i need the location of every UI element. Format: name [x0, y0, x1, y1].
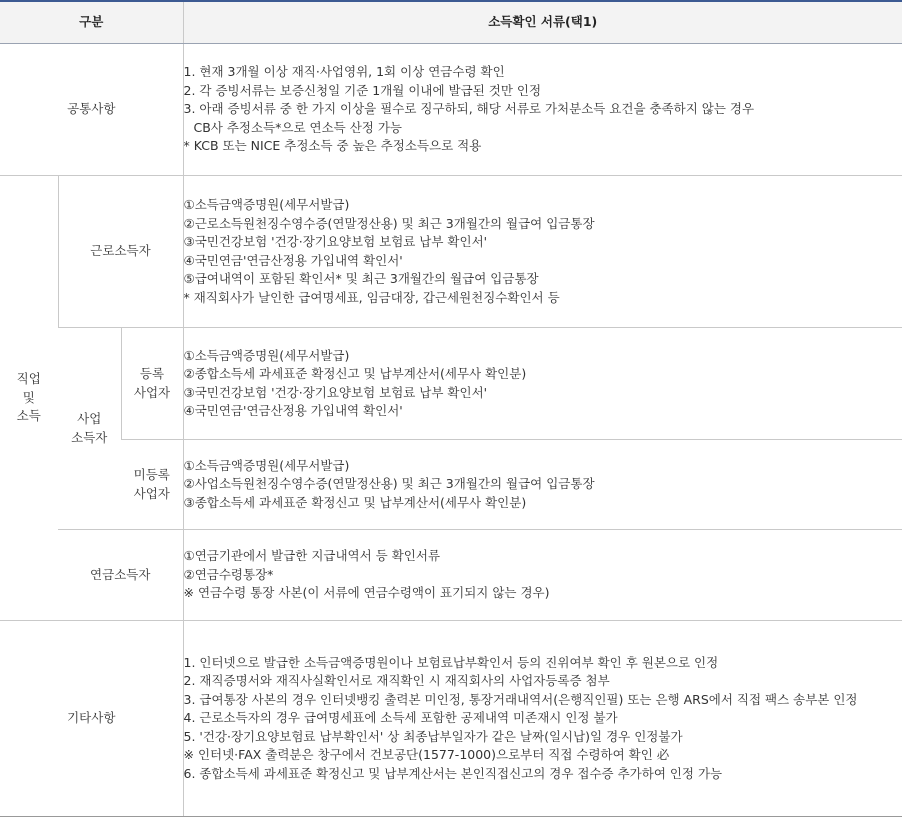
common-line: * KCB 또는 NICE 추정소득 중 높은 추정소득으로 적용: [183, 138, 482, 154]
pension-label: 연금소득자: [58, 530, 183, 621]
registered-line: ③국민건강보험 '건강·장기요양보험 보험료 납부 확인서': [183, 384, 488, 400]
registered-row: [0, 328, 902, 440]
common-line: 2. 각 증빙서류는 보증신청일 기준 1개월 이내에 발급된 것만 인정: [183, 82, 542, 98]
other-line: 3. 급여통장 사본의 경우 인터넷뱅킹 출력본 미인정, 통장거래내역서(은행직인필) 또는 은행 ARS에서 직접 팩스 송부본 인정: [183, 691, 858, 707]
other-line: 2. 재직증명서와 재직사실확인서로 재직확인 시 재직회사의 사업자등록증 첨부: [183, 673, 610, 689]
other-line: 6. 종합소득세 과세표준 확정신고 및 납부계산서는 본인직접신고의 경우 접수증 추가하여 인정 가능: [183, 765, 723, 781]
other-line: 5. '건강·장기요양보험료 납부확인서' 상 최종납부일자가 같은 날짜(일시납)일 경우 인정불가: [183, 728, 683, 744]
common-line: CB사 추정소득*으로 연소득 산정 가능: [193, 119, 402, 135]
unregistered-line: ①소득금액증명원(세무서발급): [183, 457, 350, 473]
business-label: 사업 소득자: [58, 328, 121, 530]
registered-label: 등록 사업자: [121, 328, 183, 440]
pension-content: [183, 530, 902, 621]
job-income-label: 직업 및 소득: [0, 176, 58, 621]
unregistered-row: [0, 440, 902, 530]
registered-content: [183, 328, 902, 440]
pension-row: [0, 530, 902, 621]
registered-line: ④국민연금'연금산정용 가입내역 확인서': [183, 403, 403, 418]
earned-line: * 재직회사가 날인한 급여명세표, 임금대장, 갑근세원천징수확인서 등: [183, 289, 560, 305]
unregistered-content: [183, 440, 902, 530]
pension-line: ②연금수령통장*: [183, 566, 274, 582]
pension-line: ①연금기관에서 발급한 지급내역서 등 확인서류: [183, 548, 441, 564]
other-content: [183, 621, 902, 817]
earned-line: ④국민연금'연금산정용 가입내역 확인서': [183, 252, 403, 268]
unregistered-line: ③종합소득세 과세표준 확정신고 및 납부계산서(세무사 확인분): [183, 494, 527, 510]
earned-content: [183, 176, 902, 328]
pension-line: ※ 연금수령 통장 사본(이 서류에 연금수령액이 표기되지 않는 경우): [183, 585, 550, 601]
other-row: [0, 621, 902, 817]
common-line: 1. 현재 3개월 이상 재직·사업영위, 1회 이상 연금수령 확인: [183, 64, 505, 80]
registered-line: ②종합소득세 과세표준 확정신고 및 납부계산서(세무사 확인분): [183, 366, 527, 381]
unregistered-line: ②사업소득원천징수영수증(연말정산용) 및 최근 3개월간의 월급여 입금통장: [183, 476, 595, 492]
earned-line: ③국민건강보험 '건강·장기요양보험 보험료 납부 확인서': [183, 234, 488, 249]
common-line: 3. 아래 증빙서류 중 한 가지 이상을 필수로 징구하되, 해당 서류로 가처분소득 요건을 충족하지 않는 경우: [183, 101, 755, 117]
earned-line: ⑤급여내역이 포함된 확인서* 및 최근 3개월간의 월급여 입금통장: [183, 271, 539, 286]
registered-line: ①소득금액증명원(세무서발급): [183, 347, 350, 363]
other-label: 기타사항: [0, 621, 183, 817]
other-line: 1. 인터넷으로 발급한 소득금액증명원이나 보험료납부확인서 등의 진위여부 확인 후 원본으로 인정: [183, 654, 719, 670]
header-row: [0, 1, 902, 44]
common-row: [0, 44, 902, 176]
unregistered-label: 미등록 사업자: [121, 440, 183, 530]
earned-row: [0, 176, 902, 328]
header-documents: 소득확인 서류(택1): [183, 1, 902, 44]
common-label: 공통사항: [0, 44, 183, 176]
other-line: 4. 근로소득자의 경우 급여명세표에 소득세 포함한 공제내역 미존재시 인정 불가: [183, 710, 618, 726]
common-content: [183, 44, 902, 176]
other-line: ※ 인터넷·FAX 출력분은 창구에서 건보공단(1577-1000)으로부터 직접 수령하여 확인 必: [183, 747, 670, 763]
earned-line: ①소득금액증명원(세무서발급): [183, 197, 350, 212]
earned-line: ②근로소득원천징수영수증(연말정산용) 및 최근 3개월간의 월급여 입금통장: [183, 215, 595, 231]
earned-label: 근로소득자: [58, 176, 183, 328]
header-category: 구분: [0, 1, 183, 44]
